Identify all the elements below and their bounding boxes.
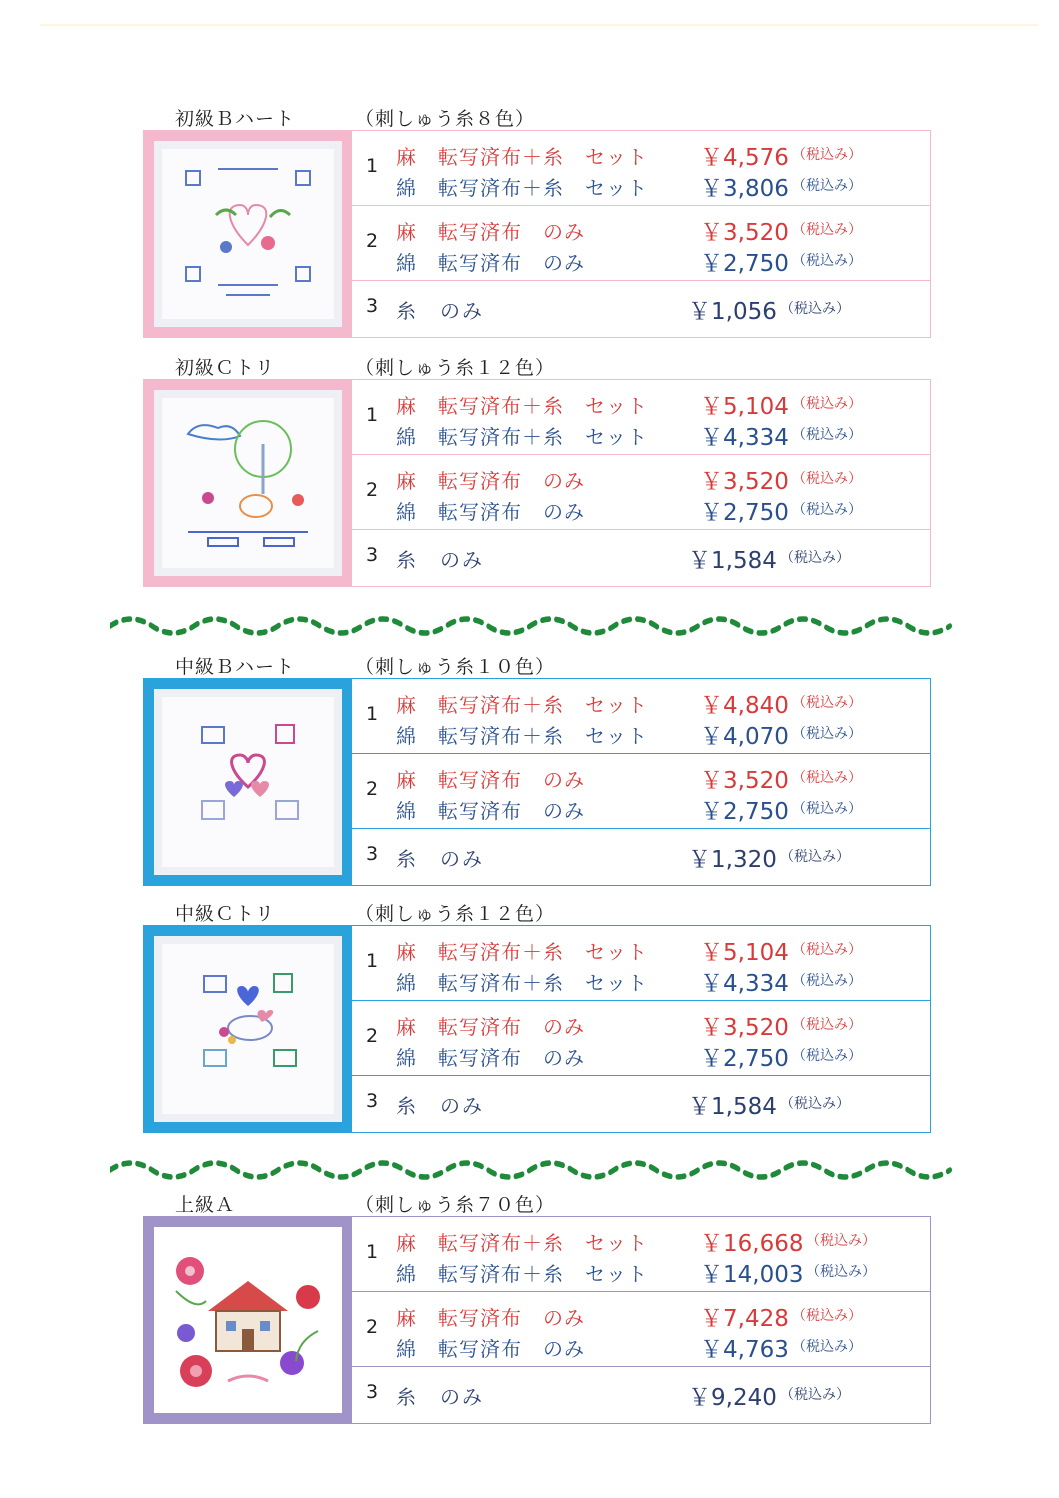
item-description: 転写済布 のみ: [438, 469, 585, 493]
price-card: [143, 130, 931, 338]
thread-option-row: [352, 530, 930, 586]
tax-note: （税込み）: [792, 178, 862, 194]
option-number: 1: [366, 703, 379, 725]
price: ￥4,070: [700, 724, 789, 750]
material-label: 麻: [396, 940, 416, 964]
embroidery-thumbnail: [144, 131, 352, 337]
material-label: 麻: [396, 1306, 416, 1330]
thread-option-row: [352, 281, 930, 337]
thread-only-label: 糸 のみ: [396, 299, 484, 323]
option-number: 1: [366, 155, 379, 177]
thread-only-line: [396, 293, 916, 323]
section-title: 初級Ｃトリ: [175, 357, 276, 379]
item-description: 転写済布 のみ: [438, 1306, 585, 1330]
top-rule: [40, 24, 1039, 26]
price-card: [143, 379, 931, 587]
item-description: 転写済布＋糸 セット: [438, 693, 648, 717]
item-description: 転写済布 のみ: [438, 1337, 585, 1361]
price: ￥4,763: [700, 1337, 789, 1363]
price: ￥14,003: [700, 1262, 804, 1288]
material-label: 麻: [396, 469, 416, 493]
cotton-set-line: [396, 718, 916, 750]
linen-cloth-line: [396, 1300, 916, 1332]
cloth-option-row: [352, 1001, 930, 1076]
item-description: 転写済布＋糸 セット: [438, 971, 648, 995]
price: ￥7,428: [700, 1306, 789, 1332]
linen-cloth-line: [396, 463, 916, 495]
option-number: 2: [366, 778, 379, 800]
price: ￥3,806: [700, 176, 789, 202]
material-label: 綿: [396, 251, 416, 275]
price: ￥3,520: [700, 469, 789, 495]
cotton-cloth-line: [396, 793, 916, 825]
option-number: 3: [366, 1381, 379, 1403]
item-description: 転写済布＋糸 セット: [438, 1231, 648, 1255]
section-header: [175, 652, 875, 678]
price: ￥5,104: [700, 394, 789, 420]
price: ￥4,334: [700, 425, 789, 451]
thread-only-label: 糸 のみ: [396, 1385, 484, 1409]
bird-pattern-image: [168, 404, 328, 564]
linen-set-line: [396, 934, 916, 966]
tax-note: （税込み）: [792, 1048, 862, 1064]
thread-count: （刺しゅう糸７０色）: [355, 1194, 556, 1216]
tax-note: （税込み）: [792, 973, 862, 989]
tax-note: （税込み）: [792, 1339, 862, 1355]
section-title: 上級Ａ: [175, 1194, 236, 1216]
tax-note: （税込み）: [806, 1233, 876, 1249]
section-title: 中級Ｃトリ: [175, 903, 276, 925]
option-number: 3: [366, 544, 379, 566]
material-label: 綿: [396, 500, 416, 524]
section-header: [175, 1190, 875, 1216]
tax-note: （税込み）: [780, 849, 850, 865]
material-label: 綿: [396, 1337, 416, 1361]
item-description: 転写済布 のみ: [438, 799, 585, 823]
tax-note: （税込み）: [792, 396, 862, 412]
item-description: 転写済布＋糸 セット: [438, 394, 648, 418]
section-header: [175, 104, 875, 130]
linen-set-line: [396, 388, 916, 420]
price: ￥1,584: [688, 548, 777, 574]
tax-note: （税込み）: [780, 1387, 850, 1403]
material-label: 綿: [396, 176, 416, 200]
price: ￥3,520: [700, 768, 789, 794]
cotton-cloth-line: [396, 494, 916, 526]
price: ￥1,584: [688, 1094, 777, 1120]
linen-cloth-line: [396, 762, 916, 794]
price: ￥4,840: [700, 693, 789, 719]
house-flower-pattern-image: [168, 1241, 328, 1401]
item-description: 転写済布＋糸 セット: [438, 1262, 648, 1286]
tax-note: （税込み）: [806, 1264, 876, 1280]
embroidery-thumbnail: [144, 1217, 352, 1423]
cotton-set-line: [396, 419, 916, 451]
tax-note: （税込み）: [792, 942, 862, 958]
kit-section-advanced-a: [143, 1190, 931, 1428]
cotton-set-line: [396, 1256, 916, 1288]
price: ￥5,104: [700, 940, 789, 966]
set-option-row: [352, 679, 930, 754]
cotton-cloth-line: [396, 245, 916, 277]
tax-note: （税込み）: [792, 801, 862, 817]
material-label: 綿: [396, 425, 416, 449]
item-description: 転写済布＋糸 セット: [438, 940, 648, 964]
material-label: 麻: [396, 1231, 416, 1255]
material-label: 麻: [396, 693, 416, 717]
price: ￥3,520: [700, 1015, 789, 1041]
tax-note: （税込み）: [780, 550, 850, 566]
linen-set-line: [396, 139, 916, 171]
thread-only-label: 糸 のみ: [396, 1094, 484, 1118]
item-description: 転写済布 のみ: [438, 1046, 585, 1070]
material-label: 麻: [396, 1015, 416, 1039]
embroidery-thumbnail: [144, 380, 352, 586]
price: ￥9,240: [688, 1385, 777, 1411]
section-header: [175, 353, 875, 379]
material-label: 麻: [396, 768, 416, 792]
tax-note: （税込み）: [780, 301, 850, 317]
material-label: 麻: [396, 220, 416, 244]
tax-note: （税込み）: [792, 502, 862, 518]
material-label: 綿: [396, 1046, 416, 1070]
embroidery-thumbnail: [144, 926, 352, 1132]
option-number: 2: [366, 1316, 379, 1338]
tax-note: （税込み）: [792, 695, 862, 711]
linen-cloth-line: [396, 214, 916, 246]
cotton-cloth-line: [396, 1040, 916, 1072]
linen-set-line: [396, 1225, 916, 1257]
price: ￥3,520: [700, 220, 789, 246]
item-description: 転写済布＋糸 セット: [438, 425, 648, 449]
price: ￥4,334: [700, 971, 789, 997]
tax-note: （税込み）: [792, 147, 862, 163]
option-number: 1: [366, 1241, 379, 1263]
price: ￥2,750: [700, 1046, 789, 1072]
item-description: 転写済布 のみ: [438, 768, 585, 792]
set-option-row: [352, 926, 930, 1001]
thread-count: （刺しゅう糸１２色）: [355, 357, 556, 379]
set-option-row: [352, 1217, 930, 1292]
cloth-option-row: [352, 455, 930, 530]
thread-only-line: [396, 1088, 916, 1118]
price: ￥2,750: [700, 251, 789, 277]
section-title: 中級Ｂハート: [175, 656, 296, 678]
option-number: 1: [366, 950, 379, 972]
material-label: 綿: [396, 1262, 416, 1286]
tax-note: （税込み）: [792, 726, 862, 742]
price: ￥1,320: [688, 847, 777, 873]
linen-cloth-line: [396, 1009, 916, 1041]
thread-only-label: 糸 のみ: [396, 847, 484, 871]
item-description: 転写済布＋糸 セット: [438, 176, 648, 200]
tax-note: （税込み）: [792, 1308, 862, 1324]
price: ￥2,750: [700, 799, 789, 825]
option-number: 2: [366, 479, 379, 501]
option-number: 2: [366, 1025, 379, 1047]
material-label: 綿: [396, 971, 416, 995]
section-header: [175, 899, 875, 925]
kit-section-intermediate-c-bird: [143, 899, 931, 1135]
wavy-dotted-divider: [110, 606, 966, 636]
section-title: 初級Ｂハート: [175, 108, 296, 130]
item-description: 転写済布 のみ: [438, 251, 585, 275]
thread-option-row: [352, 1367, 930, 1423]
tax-note: （税込み）: [780, 1096, 850, 1112]
thread-count: （刺しゅう糸８色）: [355, 108, 536, 130]
cotton-set-line: [396, 170, 916, 202]
cloth-option-row: [352, 206, 930, 281]
price-card: [143, 925, 931, 1133]
tax-note: （税込み）: [792, 222, 862, 238]
thread-count: （刺しゅう糸１０色）: [355, 656, 556, 678]
item-description: 転写済布＋糸 セット: [438, 145, 648, 169]
option-number: 3: [366, 843, 379, 865]
tax-note: （税込み）: [792, 770, 862, 786]
item-description: 転写済布 のみ: [438, 500, 585, 524]
kit-section-beginner-c-bird: [143, 353, 931, 589]
item-description: 転写済布 のみ: [438, 1015, 585, 1039]
heart-pattern-image: [168, 703, 328, 863]
price: ￥16,668: [700, 1231, 804, 1257]
thread-only-line: [396, 1379, 916, 1409]
tax-note: （税込み）: [792, 1017, 862, 1033]
heart-pattern-image: [168, 155, 328, 315]
set-option-row: [352, 380, 930, 455]
price-card: [143, 1216, 931, 1424]
material-label: 麻: [396, 145, 416, 169]
item-description: 転写済布 のみ: [438, 220, 585, 244]
kit-section-intermediate-b-heart: [143, 652, 931, 888]
thread-only-label: 糸 のみ: [396, 548, 484, 572]
material-label: 麻: [396, 394, 416, 418]
wavy-dotted-divider: [110, 1150, 966, 1180]
price: ￥1,056: [688, 299, 777, 325]
option-number: 3: [366, 295, 379, 317]
cotton-cloth-line: [396, 1331, 916, 1363]
price-card: [143, 678, 931, 886]
thread-option-row: [352, 829, 930, 885]
cloth-option-row: [352, 754, 930, 829]
thread-option-row: [352, 1076, 930, 1132]
thread-only-line: [396, 841, 916, 871]
set-option-row: [352, 131, 930, 206]
linen-set-line: [396, 687, 916, 719]
thread-count: （刺しゅう糸１２色）: [355, 903, 556, 925]
material-label: 綿: [396, 799, 416, 823]
price: ￥2,750: [700, 500, 789, 526]
cotton-set-line: [396, 965, 916, 997]
thread-only-line: [396, 542, 916, 572]
price: ￥4,576: [700, 145, 789, 171]
item-description: 転写済布＋糸 セット: [438, 724, 648, 748]
tax-note: （税込み）: [792, 471, 862, 487]
tax-note: （税込み）: [792, 253, 862, 269]
tax-note: （税込み）: [792, 427, 862, 443]
material-label: 綿: [396, 724, 416, 748]
option-number: 2: [366, 230, 379, 252]
cloth-option-row: [352, 1292, 930, 1367]
bird-pattern-image: [168, 950, 328, 1110]
option-number: 3: [366, 1090, 379, 1112]
option-number: 1: [366, 404, 379, 426]
kit-section-beginner-b-heart: [143, 104, 931, 340]
embroidery-thumbnail: [144, 679, 352, 885]
